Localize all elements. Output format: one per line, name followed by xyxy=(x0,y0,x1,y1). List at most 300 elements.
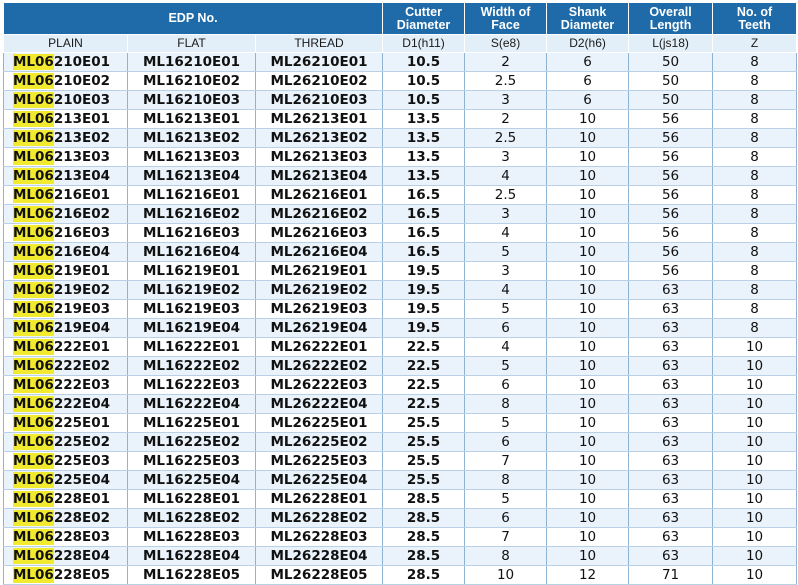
cell-thread: ML26228E01 xyxy=(256,490,383,509)
cell-d1: 28.5 xyxy=(383,547,465,566)
cell-flat: ML16213E02 xyxy=(128,129,256,148)
cell-d2: 12 xyxy=(547,566,629,585)
cell-z: 8 xyxy=(713,224,797,243)
cell-l: 56 xyxy=(629,243,713,262)
cell-l: 50 xyxy=(629,53,713,72)
header-row-main xyxy=(4,3,797,35)
cell-thread: ML26225E04 xyxy=(256,471,383,490)
cell-plain xyxy=(4,243,128,262)
cell-s: 5 xyxy=(465,490,547,509)
plain-prefix-highlight: ML06 xyxy=(13,358,54,374)
cell-l: 63 xyxy=(629,452,713,471)
plain-suffix: 210E03 xyxy=(53,92,111,108)
plain-suffix: 213E03 xyxy=(53,149,111,165)
plain-suffix: 219E02 xyxy=(53,282,111,298)
plain-suffix: 222E04 xyxy=(53,396,111,412)
cell-d1: 19.5 xyxy=(383,262,465,281)
cell-plain xyxy=(4,186,128,205)
cell-z: 8 xyxy=(713,186,797,205)
cell-l: 71 xyxy=(629,566,713,585)
cell-plain xyxy=(4,91,128,110)
cell-flat: ML16219E02 xyxy=(128,281,256,300)
cell-plain xyxy=(4,471,128,490)
cell-d2: 10 xyxy=(547,319,629,338)
cell-z: 8 xyxy=(713,129,797,148)
cell-plain xyxy=(4,53,128,72)
cell-s: 6 xyxy=(465,433,547,452)
cell-d2: 10 xyxy=(547,528,629,547)
cell-d2: 10 xyxy=(547,395,629,414)
cell-flat: ML16219E03 xyxy=(128,300,256,319)
cell-thread: ML26222E03 xyxy=(256,376,383,395)
cell-d1: 13.5 xyxy=(383,148,465,167)
cell-z: 8 xyxy=(713,53,797,72)
plain-prefix-highlight: ML06 xyxy=(13,206,54,222)
cell-z: 10 xyxy=(713,414,797,433)
spec-table xyxy=(3,2,797,585)
cell-d1: 13.5 xyxy=(383,110,465,129)
cell-s: 8 xyxy=(465,471,547,490)
plain-suffix: 216E03 xyxy=(53,225,111,241)
cell-d1: 16.5 xyxy=(383,186,465,205)
table-row xyxy=(4,376,797,395)
cell-z: 8 xyxy=(713,91,797,110)
plain-prefix-highlight: ML06 xyxy=(13,491,54,507)
cell-flat: ML16228E05 xyxy=(128,566,256,585)
cell-d1: 13.5 xyxy=(383,129,465,148)
cell-flat: ML16213E01 xyxy=(128,110,256,129)
cell-s: 4 xyxy=(465,281,547,300)
plain-suffix: 213E04 xyxy=(53,168,111,184)
cell-s: 7 xyxy=(465,452,547,471)
cell-d2: 10 xyxy=(547,186,629,205)
cell-thread: ML26213E02 xyxy=(256,129,383,148)
cell-d2: 10 xyxy=(547,376,629,395)
cell-d1: 16.5 xyxy=(383,224,465,243)
cell-flat: ML16225E04 xyxy=(128,471,256,490)
cell-s: 5 xyxy=(465,300,547,319)
header-overall-length: Overall Length xyxy=(629,3,713,35)
cell-thread: ML26222E01 xyxy=(256,338,383,357)
cell-l: 63 xyxy=(629,319,713,338)
cell-s: 2 xyxy=(465,53,547,72)
cell-d1: 10.5 xyxy=(383,53,465,72)
cell-plain xyxy=(4,433,128,452)
plain-suffix: 216E02 xyxy=(53,206,111,222)
header-cutter-diameter: Cutter Diameter xyxy=(383,3,465,35)
cell-d2: 10 xyxy=(547,224,629,243)
header-plain: PLAIN xyxy=(4,35,128,53)
cell-flat: ML16216E01 xyxy=(128,186,256,205)
cell-s: 2.5 xyxy=(465,129,547,148)
table-row xyxy=(4,129,797,148)
cell-flat: ML16222E01 xyxy=(128,338,256,357)
cell-d1: 25.5 xyxy=(383,414,465,433)
cell-d2: 10 xyxy=(547,452,629,471)
table-row xyxy=(4,148,797,167)
cell-d1: 28.5 xyxy=(383,528,465,547)
cell-flat: ML16225E01 xyxy=(128,414,256,433)
cell-d1: 19.5 xyxy=(383,319,465,338)
cell-l: 56 xyxy=(629,148,713,167)
cell-z: 10 xyxy=(713,547,797,566)
plain-suffix: 219E04 xyxy=(53,320,111,336)
cell-d2: 10 xyxy=(547,148,629,167)
cell-thread: ML26213E03 xyxy=(256,148,383,167)
cell-l: 63 xyxy=(629,509,713,528)
cell-z: 10 xyxy=(713,471,797,490)
cell-plain xyxy=(4,281,128,300)
table-row xyxy=(4,319,797,338)
cell-z: 10 xyxy=(713,452,797,471)
cell-flat: ML16216E04 xyxy=(128,243,256,262)
cell-plain xyxy=(4,224,128,243)
header-d2: D2(h6) xyxy=(547,35,629,53)
cell-l: 56 xyxy=(629,224,713,243)
plain-suffix: 225E02 xyxy=(53,434,111,450)
cell-d1: 16.5 xyxy=(383,205,465,224)
cell-d1: 25.5 xyxy=(383,452,465,471)
cell-s: 3 xyxy=(465,205,547,224)
plain-suffix: 216E01 xyxy=(53,187,111,203)
plain-suffix: 216E04 xyxy=(53,244,111,260)
cell-thread: ML26219E04 xyxy=(256,319,383,338)
header-edp: EDP No. xyxy=(4,3,383,35)
cell-thread: ML26228E02 xyxy=(256,509,383,528)
cell-d2: 10 xyxy=(547,300,629,319)
cell-d2: 6 xyxy=(547,72,629,91)
cell-l: 56 xyxy=(629,262,713,281)
cell-flat: ML16222E03 xyxy=(128,376,256,395)
cell-plain xyxy=(4,395,128,414)
cell-s: 5 xyxy=(465,414,547,433)
cell-flat: ML16228E03 xyxy=(128,528,256,547)
cell-s: 4 xyxy=(465,224,547,243)
cell-l: 63 xyxy=(629,357,713,376)
cell-d1: 19.5 xyxy=(383,300,465,319)
table-row xyxy=(4,433,797,452)
cell-s: 8 xyxy=(465,395,547,414)
cell-d2: 10 xyxy=(547,243,629,262)
cell-plain xyxy=(4,129,128,148)
cell-s: 3 xyxy=(465,148,547,167)
cell-l: 63 xyxy=(629,490,713,509)
cell-s: 5 xyxy=(465,357,547,376)
cell-s: 10 xyxy=(465,566,547,585)
cell-d2: 10 xyxy=(547,281,629,300)
cell-z: 10 xyxy=(713,376,797,395)
cell-thread: ML26222E04 xyxy=(256,395,383,414)
cell-z: 8 xyxy=(713,319,797,338)
cell-s: 2.5 xyxy=(465,186,547,205)
header-row-sub xyxy=(4,35,797,53)
plain-suffix: 225E04 xyxy=(53,472,111,488)
cell-s: 6 xyxy=(465,376,547,395)
cell-d2: 10 xyxy=(547,509,629,528)
plain-prefix-highlight: ML06 xyxy=(13,510,54,526)
cell-plain xyxy=(4,414,128,433)
table-row xyxy=(4,262,797,281)
plain-prefix-highlight: ML06 xyxy=(13,415,54,431)
plain-suffix: 213E02 xyxy=(53,130,111,146)
cell-d2: 10 xyxy=(547,262,629,281)
table-row xyxy=(4,338,797,357)
cell-plain xyxy=(4,566,128,585)
plain-prefix-highlight: ML06 xyxy=(13,130,54,146)
cell-d1: 22.5 xyxy=(383,376,465,395)
cell-thread: ML26219E01 xyxy=(256,262,383,281)
cell-z: 10 xyxy=(713,357,797,376)
cell-thread: ML26225E02 xyxy=(256,433,383,452)
cell-s: 4 xyxy=(465,167,547,186)
table-row xyxy=(4,167,797,186)
cell-l: 56 xyxy=(629,167,713,186)
cell-l: 50 xyxy=(629,72,713,91)
cell-d2: 10 xyxy=(547,167,629,186)
cell-d1: 22.5 xyxy=(383,395,465,414)
table-row xyxy=(4,243,797,262)
cell-flat: ML16228E04 xyxy=(128,547,256,566)
cell-flat: ML16216E03 xyxy=(128,224,256,243)
cell-l: 63 xyxy=(629,395,713,414)
cell-plain xyxy=(4,509,128,528)
cell-z: 10 xyxy=(713,490,797,509)
cell-z: 10 xyxy=(713,338,797,357)
plain-prefix-highlight: ML06 xyxy=(13,339,54,355)
cell-thread: ML26228E03 xyxy=(256,528,383,547)
table-row xyxy=(4,357,797,376)
plain-suffix: 210E02 xyxy=(53,73,111,89)
cell-flat: ML16219E04 xyxy=(128,319,256,338)
table-row xyxy=(4,547,797,566)
cell-plain xyxy=(4,72,128,91)
cell-d1: 10.5 xyxy=(383,91,465,110)
cell-l: 63 xyxy=(629,433,713,452)
plain-suffix: 228E02 xyxy=(53,510,111,526)
plain-suffix: 219E01 xyxy=(53,263,111,279)
table-row xyxy=(4,566,797,585)
plain-suffix: 219E03 xyxy=(53,301,111,317)
cell-d2: 10 xyxy=(547,205,629,224)
plain-suffix: 222E01 xyxy=(53,339,111,355)
cell-z: 10 xyxy=(713,433,797,452)
cell-s: 6 xyxy=(465,319,547,338)
plain-prefix-highlight: ML06 xyxy=(13,149,54,165)
cell-d1: 10.5 xyxy=(383,72,465,91)
table-row xyxy=(4,281,797,300)
plain-suffix: 228E03 xyxy=(53,529,111,545)
cell-thread: ML26216E03 xyxy=(256,224,383,243)
header-s: S(e8) xyxy=(465,35,547,53)
cell-z: 8 xyxy=(713,281,797,300)
header-width-of-face: Width of Face xyxy=(465,3,547,35)
table-row xyxy=(4,452,797,471)
plain-prefix-highlight: ML06 xyxy=(13,92,54,108)
plain-suffix: 228E05 xyxy=(53,567,111,583)
table-row xyxy=(4,490,797,509)
cell-s: 8 xyxy=(465,547,547,566)
cell-d1: 13.5 xyxy=(383,167,465,186)
cell-z: 10 xyxy=(713,528,797,547)
table-row xyxy=(4,528,797,547)
cell-l: 63 xyxy=(629,547,713,566)
table-row xyxy=(4,414,797,433)
cell-s: 7 xyxy=(465,528,547,547)
cell-d1: 22.5 xyxy=(383,357,465,376)
cell-thread: ML26216E02 xyxy=(256,205,383,224)
cell-z: 10 xyxy=(713,509,797,528)
table-body xyxy=(4,53,797,585)
cell-l: 56 xyxy=(629,110,713,129)
cell-l: 56 xyxy=(629,186,713,205)
plain-prefix-highlight: ML06 xyxy=(13,263,54,279)
plain-prefix-highlight: ML06 xyxy=(13,168,54,184)
cell-d2: 6 xyxy=(547,53,629,72)
plain-prefix-highlight: ML06 xyxy=(13,282,54,298)
cell-l: 63 xyxy=(629,471,713,490)
table-row xyxy=(4,72,797,91)
cell-plain xyxy=(4,547,128,566)
cell-flat: ML16210E02 xyxy=(128,72,256,91)
cell-plain xyxy=(4,452,128,471)
plain-prefix-highlight: ML06 xyxy=(13,244,54,260)
cell-plain xyxy=(4,300,128,319)
cell-plain xyxy=(4,205,128,224)
cell-thread: ML26225E03 xyxy=(256,452,383,471)
cell-d2: 10 xyxy=(547,433,629,452)
cell-plain xyxy=(4,262,128,281)
plain-suffix: 225E03 xyxy=(53,453,111,469)
cell-flat: ML16222E02 xyxy=(128,357,256,376)
plain-prefix-highlight: ML06 xyxy=(13,434,54,450)
cell-d2: 6 xyxy=(547,91,629,110)
cell-thread: ML26219E03 xyxy=(256,300,383,319)
plain-prefix-highlight: ML06 xyxy=(13,187,54,203)
cell-thread: ML26228E04 xyxy=(256,547,383,566)
cell-thread: ML26216E01 xyxy=(256,186,383,205)
header-flat: FLAT xyxy=(128,35,256,53)
plain-prefix-highlight: ML06 xyxy=(13,529,54,545)
plain-suffix: 213E01 xyxy=(53,111,111,127)
cell-d1: 16.5 xyxy=(383,243,465,262)
cell-z: 10 xyxy=(713,395,797,414)
cell-flat: ML16213E04 xyxy=(128,167,256,186)
plain-prefix-highlight: ML06 xyxy=(13,225,54,241)
plain-suffix: 222E03 xyxy=(53,377,111,393)
cell-s: 2.5 xyxy=(465,72,547,91)
cell-plain xyxy=(4,110,128,129)
cell-plain xyxy=(4,528,128,547)
cell-plain xyxy=(4,490,128,509)
cell-z: 8 xyxy=(713,300,797,319)
cell-s: 4 xyxy=(465,338,547,357)
plain-prefix-highlight: ML06 xyxy=(13,548,54,564)
cell-d2: 10 xyxy=(547,110,629,129)
cell-flat: ML16216E02 xyxy=(128,205,256,224)
cell-d1: 28.5 xyxy=(383,566,465,585)
cell-d1: 22.5 xyxy=(383,338,465,357)
plain-prefix-highlight: ML06 xyxy=(13,111,54,127)
header-thread: THREAD xyxy=(256,35,383,53)
header-l: L(js18) xyxy=(629,35,713,53)
plain-prefix-highlight: ML06 xyxy=(13,567,54,583)
cell-z: 8 xyxy=(713,110,797,129)
cell-z: 10 xyxy=(713,566,797,585)
cell-l: 56 xyxy=(629,205,713,224)
cell-s: 6 xyxy=(465,509,547,528)
table-row xyxy=(4,300,797,319)
cell-z: 8 xyxy=(713,243,797,262)
header-z: Z xyxy=(713,35,797,53)
cell-flat: ML16210E01 xyxy=(128,53,256,72)
cell-thread: ML26219E02 xyxy=(256,281,383,300)
cell-plain xyxy=(4,167,128,186)
plain-prefix-highlight: ML06 xyxy=(13,320,54,336)
table-row xyxy=(4,509,797,528)
cell-s: 3 xyxy=(465,91,547,110)
cell-thread: ML26210E01 xyxy=(256,53,383,72)
cell-d2: 10 xyxy=(547,471,629,490)
cell-thread: ML26210E02 xyxy=(256,72,383,91)
cell-d2: 10 xyxy=(547,338,629,357)
cell-thread: ML26210E03 xyxy=(256,91,383,110)
cell-flat: ML16225E02 xyxy=(128,433,256,452)
cell-thread: ML26216E04 xyxy=(256,243,383,262)
cell-plain xyxy=(4,338,128,357)
cell-d1: 25.5 xyxy=(383,471,465,490)
cell-flat: ML16225E03 xyxy=(128,452,256,471)
cell-plain xyxy=(4,148,128,167)
cell-flat: ML16210E03 xyxy=(128,91,256,110)
plain-suffix: 210E01 xyxy=(53,54,111,70)
cell-l: 56 xyxy=(629,129,713,148)
cell-thread: ML26213E01 xyxy=(256,110,383,129)
table-row xyxy=(4,53,797,72)
cell-flat: ML16228E02 xyxy=(128,509,256,528)
cell-l: 63 xyxy=(629,281,713,300)
plain-suffix: 225E01 xyxy=(53,415,111,431)
cell-d2: 10 xyxy=(547,490,629,509)
cell-l: 50 xyxy=(629,91,713,110)
cell-thread: ML26222E02 xyxy=(256,357,383,376)
cell-z: 8 xyxy=(713,72,797,91)
cell-thread: ML26225E01 xyxy=(256,414,383,433)
table-row xyxy=(4,471,797,490)
plain-prefix-highlight: ML06 xyxy=(13,396,54,412)
plain-suffix: 228E01 xyxy=(53,491,111,507)
header-no-of-teeth: No. of Teeth xyxy=(713,3,797,35)
cell-z: 8 xyxy=(713,205,797,224)
header-shank-diameter: Shank Diameter xyxy=(547,3,629,35)
cell-s: 2 xyxy=(465,110,547,129)
cell-flat: ML16228E01 xyxy=(128,490,256,509)
table-row xyxy=(4,224,797,243)
cell-flat: ML16219E01 xyxy=(128,262,256,281)
plain-prefix-highlight: ML06 xyxy=(13,472,54,488)
plain-prefix-highlight: ML06 xyxy=(13,54,54,70)
cell-z: 8 xyxy=(713,148,797,167)
cell-thread: ML26213E04 xyxy=(256,167,383,186)
cell-thread: ML26228E05 xyxy=(256,566,383,585)
spec-table-container xyxy=(3,2,796,585)
cell-s: 5 xyxy=(465,243,547,262)
cell-l: 63 xyxy=(629,338,713,357)
cell-plain xyxy=(4,376,128,395)
cell-d1: 19.5 xyxy=(383,281,465,300)
cell-d1: 28.5 xyxy=(383,509,465,528)
plain-prefix-highlight: ML06 xyxy=(13,377,54,393)
cell-l: 63 xyxy=(629,414,713,433)
